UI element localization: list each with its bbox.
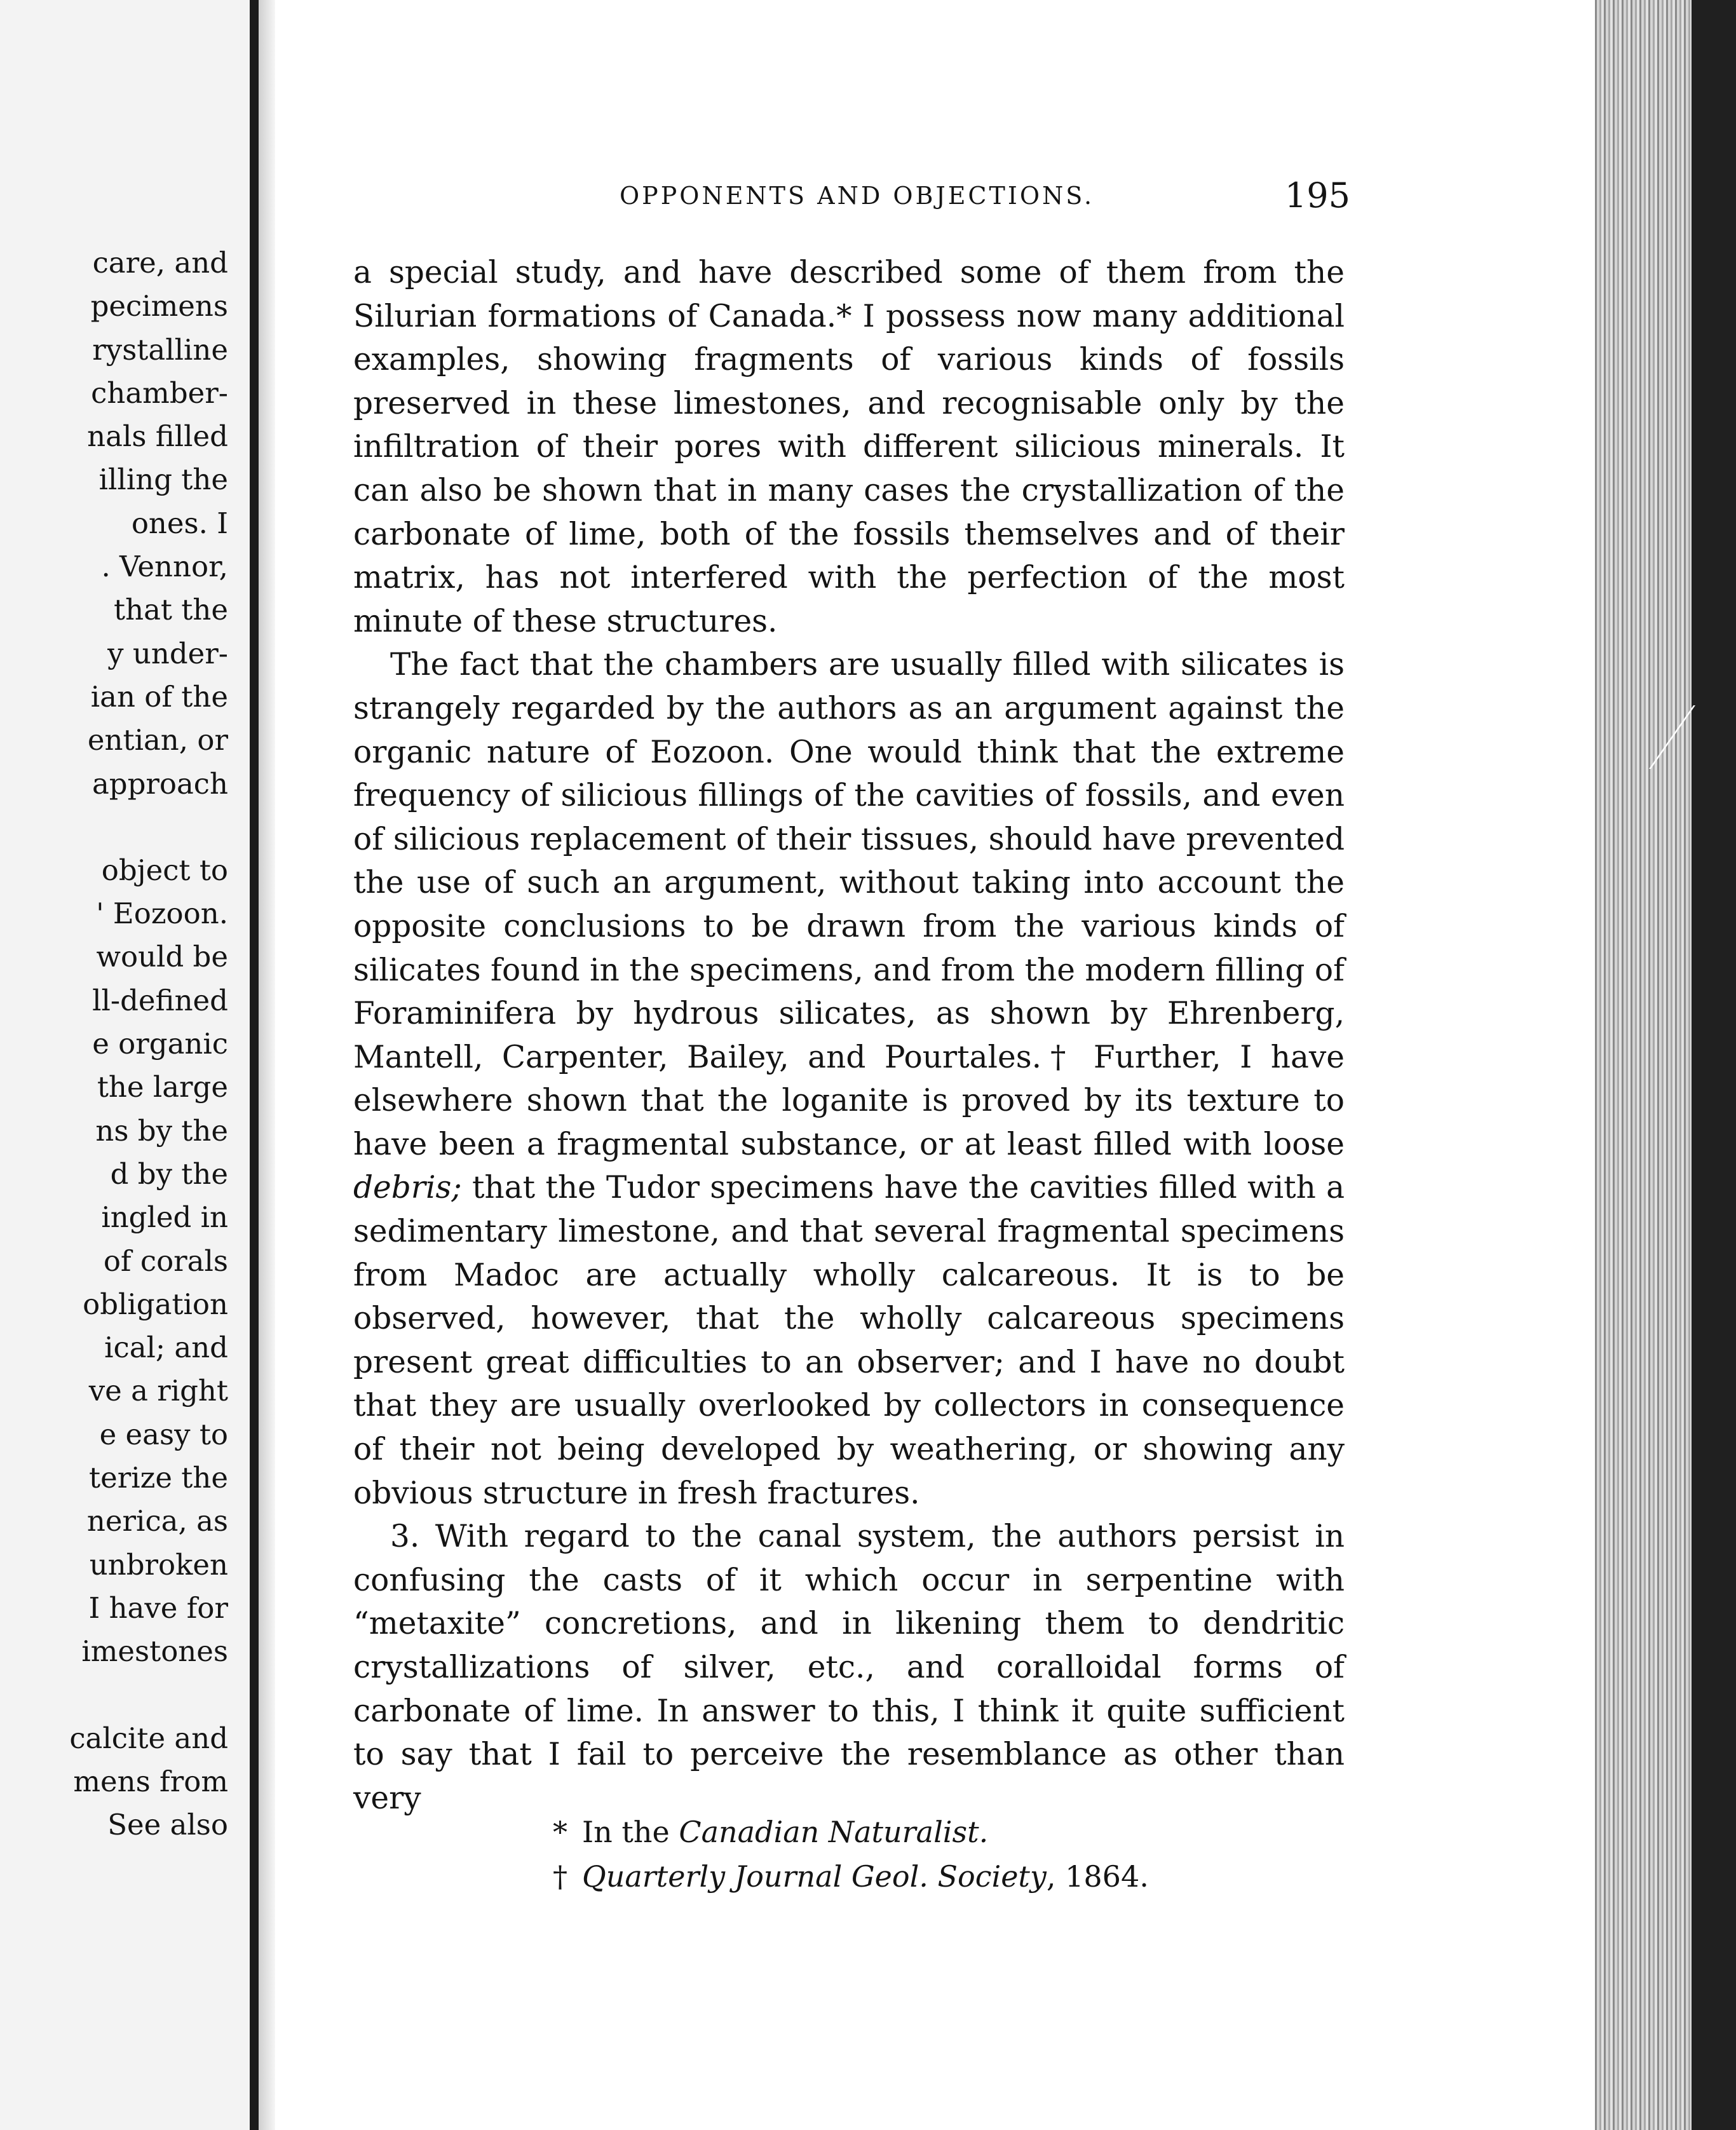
left-line: ve a right xyxy=(88,1374,228,1408)
paragraph-text: The fact that the chambers are usually filled with silicates is strangely regarded by the authors as an argument against the organic nature of Eozoon. One would think that the extreme frequency of silicious fillings of the cavities of fossils, and even of silicious replacement of their tissues, should have prevented the use of such an argument, without taking into account the opposite conclusions to be drawn from the various kinds of silicates found in the specimens, and from the modern filling of Foraminifera by hydrous silicates, as shown by Ehrenberg, Mantell, Carpenter, Bailey, and Pourtales.† Further, I have elsewhere shown that the loganite is proved by its texture to have been a fragmental substance, or at least filled with loose xyxy=(353,647,1345,1162)
paragraph: 3. With regard to the canal system, the authors persist in confusing the casts of it which occur in serpentine with “metaxite” concretions, and in likening them to dendritic crystallizations of silver, etc., and coralloidal forms of carbonate of lime. In answer to this, I think it quite sufficient to say that I fail to perceive the resemblance as other than very xyxy=(353,1519,1345,1816)
left-line: obligation xyxy=(83,1287,228,1321)
left-line: ' Eozoon. xyxy=(96,897,228,931)
paragraph-text: that the Tudor specimens have the cavities filled with a sedimentary limestone, and that several fragmental specimens from Madoc are actually wholly calcareous. It is to be observed, however, that the wholly calcareous specimens present great difficulties to an observer; and I have no doubt that they are usually overlooked by collectors in consequence of their not being developed by weathering, or showing any obvious structure in fresh fractures. xyxy=(353,1170,1345,1511)
left-line: imestones xyxy=(81,1634,228,1669)
italic-term: debris; xyxy=(353,1170,462,1206)
left-line: ical; and xyxy=(104,1331,228,1365)
left-line: of corals xyxy=(103,1244,228,1278)
left-page-text xyxy=(0,241,228,1847)
running-head: OPPONENTS AND OBJECTIONS. xyxy=(620,182,1095,210)
paragraph: a special study, and have described some of them from the Silurian formations of Canada.* I possess now many additional examples, showing fragments of various kinds of fossils preserved in these limestones, and recognisable only by the infiltration of their pores with different silicious minerals. It can also be shown that in many cases the crystallization of the carbonate of lime, both of the fossils themselves and of their matrix, has not interfered with the perfection of the most minute of these structures. xyxy=(353,255,1345,639)
left-line: unbroken xyxy=(89,1547,228,1582)
left-line: e organic xyxy=(92,1027,228,1061)
scan-border xyxy=(1692,0,1736,2130)
footnote-italic: Canadian Naturalist. xyxy=(679,1815,989,1849)
left-line: rystalline xyxy=(92,332,228,367)
footnotes xyxy=(553,1810,1442,1899)
left-line: e easy to xyxy=(99,1417,228,1451)
page-number: 195 xyxy=(1284,175,1350,215)
footnote-mark: † xyxy=(553,1859,567,1894)
left-page-fragment xyxy=(0,0,251,2130)
footnote-text: In the xyxy=(582,1815,679,1849)
left-line: approach xyxy=(92,766,228,801)
left-line: ll-defined xyxy=(92,983,228,1017)
book-gutter xyxy=(250,0,259,2130)
footnote xyxy=(553,1854,1442,1899)
left-line: y under- xyxy=(107,636,228,670)
left-line: mens from xyxy=(73,1764,228,1798)
left-line: ingled in xyxy=(101,1200,228,1235)
footnote-italic: Quarterly Journal Geol. Society xyxy=(582,1859,1047,1894)
left-line: See also xyxy=(107,1808,228,1842)
left-line: care, and xyxy=(92,246,228,280)
left-line: nals filled xyxy=(87,419,228,454)
footnote xyxy=(553,1810,1442,1854)
body-text xyxy=(353,251,1345,1820)
left-line: the large xyxy=(97,1070,228,1104)
left-line: d by the xyxy=(110,1157,228,1191)
left-line: ones. I xyxy=(131,506,228,540)
footnote-text: , 1864. xyxy=(1046,1859,1149,1894)
left-line: . Vennor, xyxy=(101,550,228,584)
left-line: would be xyxy=(96,940,228,974)
left-line: object to xyxy=(101,853,228,887)
left-line: entian, or xyxy=(87,723,228,757)
page-header xyxy=(620,175,1350,220)
left-line: terize the xyxy=(89,1461,228,1495)
footnote-mark: * xyxy=(553,1815,567,1849)
left-gap xyxy=(0,806,228,849)
left-line: nerica, as xyxy=(86,1504,228,1538)
left-line: chamber- xyxy=(91,376,228,410)
paragraph xyxy=(353,643,1345,1515)
left-line: illing the xyxy=(98,463,228,497)
left-gap xyxy=(0,1674,228,1717)
left-line: ns by the xyxy=(95,1113,228,1148)
left-line: ian of the xyxy=(90,679,228,714)
left-line: pecimens xyxy=(90,289,228,323)
left-line: that the xyxy=(114,593,228,627)
left-line: I have for xyxy=(88,1591,228,1625)
gutter-shadow xyxy=(259,0,275,2130)
left-line: calcite and xyxy=(69,1721,228,1755)
